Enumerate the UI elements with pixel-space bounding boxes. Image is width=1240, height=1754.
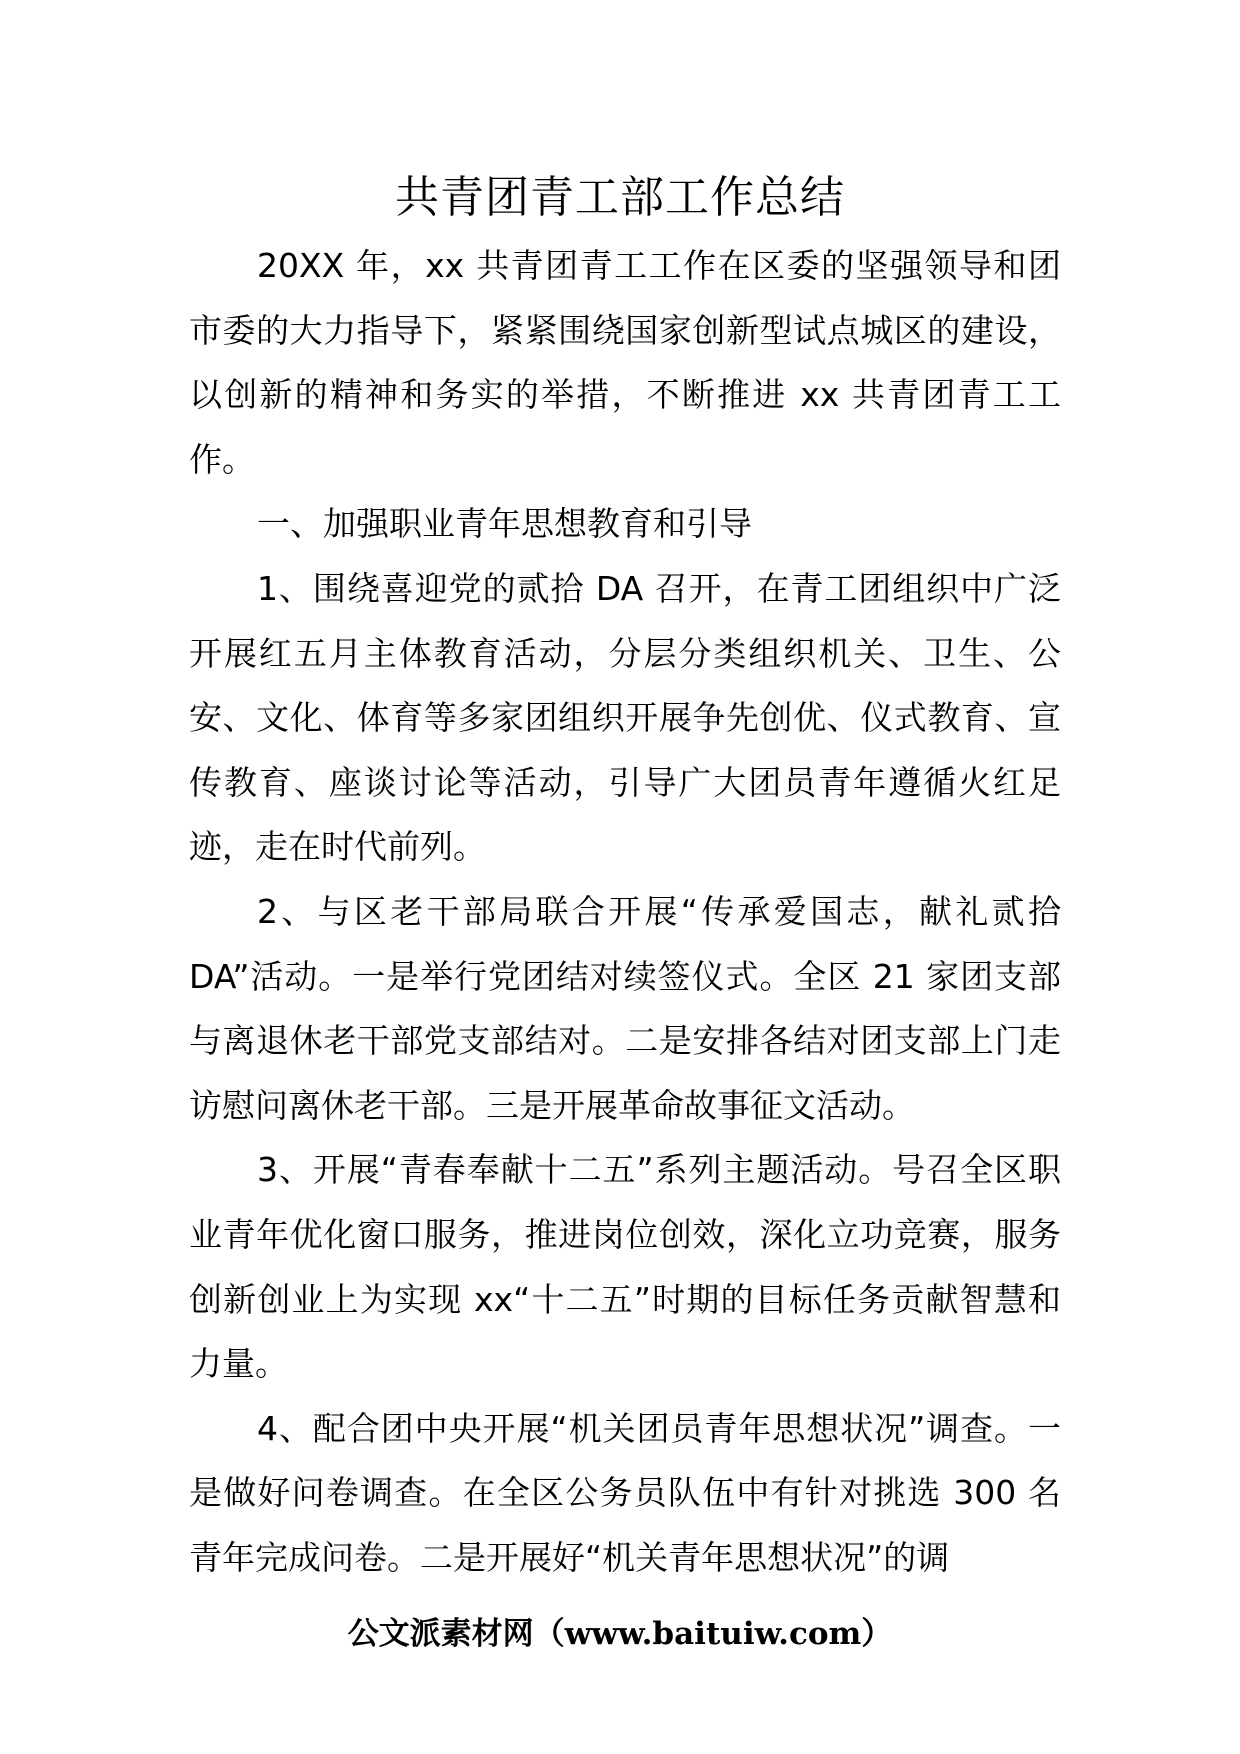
paragraph-item-4: 4、配合团中央开展“机关团员青年思想状况”调查。一是做好问卷调查。在全区公务员队伍中有针对挑选 300 名青年完成问卷。二是开展好“机关青年思想状况”的调	[189, 1408, 1061, 1577]
footer-watermark: 公文派素材网（www.baituiw.com）	[347, 1616, 893, 1652]
document-body	[189, 234, 1061, 1590]
paragraph-item-2: 2、与区老干部局联合开展“传承爱国志，献礼贰拾 DA”活动。一是举行党团结对续签仪式。全区 21 家团支部与离退休老干部党支部结对。二是安排各结对团支部上门走访慰问离休老干部。三是开展革命故事征文活动。	[189, 891, 1061, 1125]
document-title: 共青团青工部工作总结	[395, 172, 845, 223]
section-heading: 一、加强职业青年思想教育和引导	[257, 504, 752, 544]
paragraph-item-1: 1、围绕喜迎党的贰拾 DA 召开，在青工团组织中广泛开展红五月主体教育活动，分层分类组织机关、卫生、公安、文化、体育等多家团组织开展争先创优、仪式教育、宣传教育、座谈讨论等活动，引导广大团员青年遵循火红足迹，走在时代前列。	[189, 568, 1061, 867]
paragraph-intro: 20XX 年，xx 共青团青工工作在区委的坚强领导和团市委的大力指导下，紧紧围绕国家创新型试点城区的建设，以创新的精神和务实的举措，不断推进 xx 共青团青工工作。	[189, 246, 1061, 479]
paragraph-item-3: 3、开展“青春奉献十二五”系列主题活动。号召全区职业青年优化窗口服务，推进岗位创效，深化立功竞赛，服务创新创业上为实现 xx“十二五”时期的目标任务贡献智慧和力量。	[189, 1150, 1061, 1384]
